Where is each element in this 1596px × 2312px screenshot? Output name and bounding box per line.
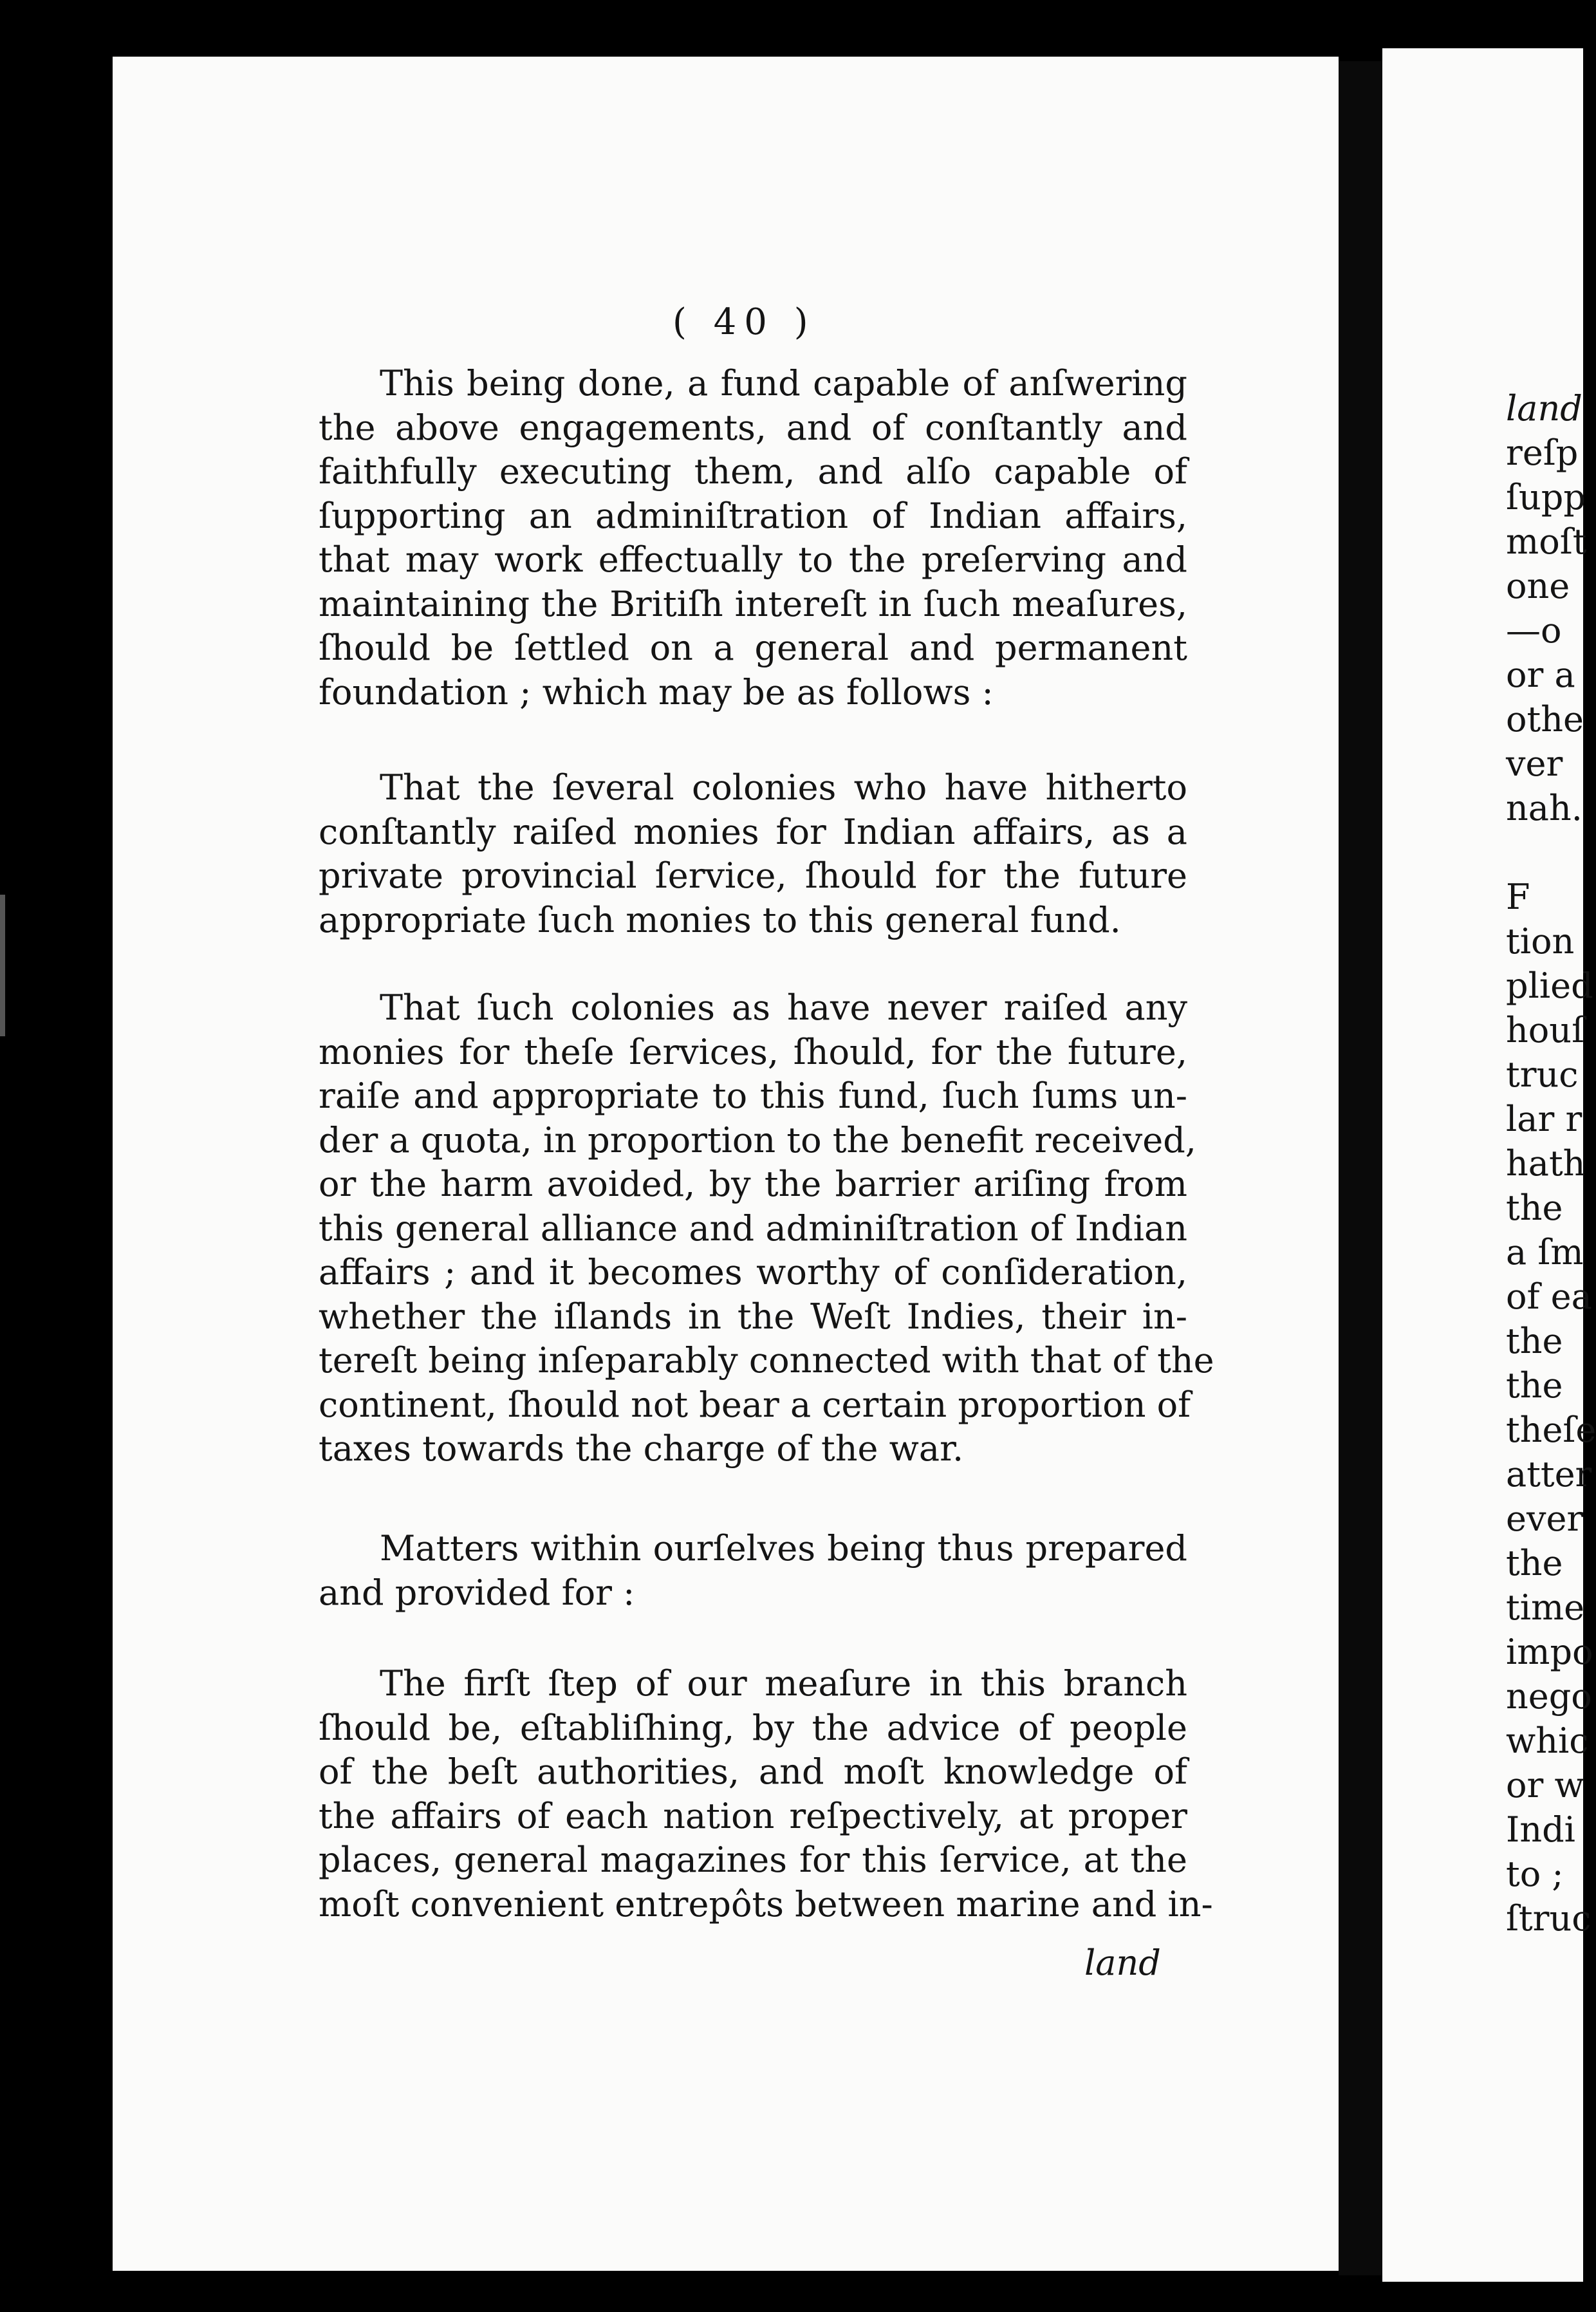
right-page-line: ever	[1506, 1498, 1584, 1539]
text-line: ſhould be, eſtabliſhing, by the advice of people	[319, 1707, 1187, 1748]
text-line: affairs ; and it becomes worthy of conſideration,	[319, 1252, 1187, 1292]
right-page-line: truc	[1506, 1054, 1579, 1095]
right-page-line: houſ	[1506, 1010, 1585, 1050]
scan-edge-mark	[0, 895, 5, 1036]
right-page-line: nah.	[1506, 788, 1582, 828]
right-page-line: tion	[1506, 921, 1575, 962]
right-page-text-column	[1506, 386, 1596, 1941]
text-line: ſupporting an adminiſtration of Indian affairs,	[319, 495, 1187, 536]
text-line: faithfully executing them, and alſo capable of	[319, 451, 1187, 492]
text-line: the affairs of each nation reſpectively, at proper	[319, 1795, 1187, 1836]
text-line: This being done, a fund capable of anſwering	[380, 363, 1187, 404]
right-page-line: or a	[1506, 655, 1575, 695]
text-line: raiſe and appropriate to this fund, ſuch ſums un-	[319, 1076, 1187, 1116]
text-line: private provincial ſervice, ſhould for the future	[319, 855, 1187, 896]
right-page-line: atter	[1506, 1454, 1592, 1495]
text-line: foundation ; which may be as follows :	[319, 671, 994, 713]
right-page-line: the	[1506, 1365, 1563, 1406]
right-page-line: moſt	[1506, 521, 1587, 562]
right-page-line: or w	[1506, 1765, 1584, 1805]
text-line: that may work effectually to the preſerving and	[319, 539, 1187, 580]
text-line: tereſt being inſeparably connected with that of the	[319, 1340, 1214, 1381]
right-page-line	[1506, 830, 1596, 875]
text-line: of the beſt authorities, and moſt knowledge of	[319, 1751, 1187, 1792]
paragraph-2	[319, 766, 1187, 942]
right-page-line: a ſm	[1506, 1232, 1584, 1273]
text-line: moſt convenient entrepôts between marine and in-	[319, 1883, 1213, 1925]
right-page-line: ver	[1506, 743, 1563, 784]
right-page-line: of ea	[1506, 1276, 1592, 1317]
text-line: this general alliance and adminiſtration of Indian	[319, 1207, 1187, 1249]
right-page-line: Indi	[1506, 1809, 1575, 1850]
paragraph-3	[319, 986, 1214, 1471]
text-line: or the harm avoided, by the barrier ariſing from	[319, 1164, 1187, 1204]
paragraph-1	[319, 362, 1187, 714]
right-page-line: theſe	[1506, 1410, 1596, 1450]
right-page-line: nego	[1506, 1676, 1592, 1717]
right-page-line: reſp	[1506, 433, 1579, 473]
text-line: monies for theſe ſervices, ſhould, for the future,	[319, 1031, 1187, 1072]
page-number: ( 40 )	[673, 301, 816, 343]
right-page-line: whic	[1506, 1720, 1589, 1761]
catchword: land	[1084, 1943, 1161, 1983]
right-page-line: F	[1506, 877, 1530, 917]
right-page-line: impo	[1506, 1632, 1593, 1672]
text-line: continent, ſhould not bear a certain proportion of	[319, 1384, 1191, 1425]
text-line: der a quota, in proportion to the benefit received,	[319, 1119, 1196, 1161]
text-line: That the ſeveral colonies who have hitherto	[380, 767, 1187, 808]
text-line: ſhould be ſettled on a general and permanent	[319, 628, 1187, 668]
right-page-line: ſupp	[1506, 477, 1586, 517]
text-line: maintaining the Britiſh intereſt in ſuch meaſures,	[319, 583, 1187, 624]
right-page-line: the	[1506, 1321, 1563, 1361]
right-page-line: othe	[1506, 699, 1584, 740]
text-line: the above engagements, and of conſtantly and	[319, 407, 1187, 448]
right-page-line: plied	[1506, 965, 1593, 1006]
right-page-line: —o	[1506, 610, 1562, 651]
text-line: places, general magazines for this ſervice, at the	[319, 1840, 1187, 1880]
right-page-line: ſtruc	[1506, 1898, 1591, 1939]
text-line: Matters within ourſelves being thus prepared	[380, 1528, 1187, 1569]
text-line: and provided for :	[319, 1572, 635, 1613]
text-line: taxes towards the charge of the war.	[319, 1428, 964, 1469]
right-page-line: one	[1506, 566, 1570, 606]
right-page-line: to ;	[1506, 1854, 1564, 1894]
right-page-line: time	[1506, 1587, 1585, 1628]
text-line: appropriate ſuch monies to this general fund.	[319, 899, 1121, 940]
right-page-line: hath	[1506, 1143, 1586, 1184]
book-gutter	[1339, 61, 1382, 2275]
paragraph-4	[319, 1527, 1187, 1615]
text-line: That ſuch colonies as have never raiſed any	[380, 987, 1187, 1028]
paragraph-5	[319, 1662, 1213, 1926]
right-page-line: the	[1506, 1188, 1563, 1228]
text-line: whether the iſlands in the Weſt Indies, their in-	[319, 1296, 1187, 1337]
text-line: The firſt ſtep of our meaſure in this branch	[380, 1663, 1187, 1704]
right-page-line: land	[1506, 388, 1582, 429]
right-page-line: lar r	[1506, 1099, 1582, 1139]
text-line: conſtantly raiſed monies for Indian affairs, as a	[319, 811, 1187, 852]
right-page-line: the	[1506, 1543, 1563, 1583]
